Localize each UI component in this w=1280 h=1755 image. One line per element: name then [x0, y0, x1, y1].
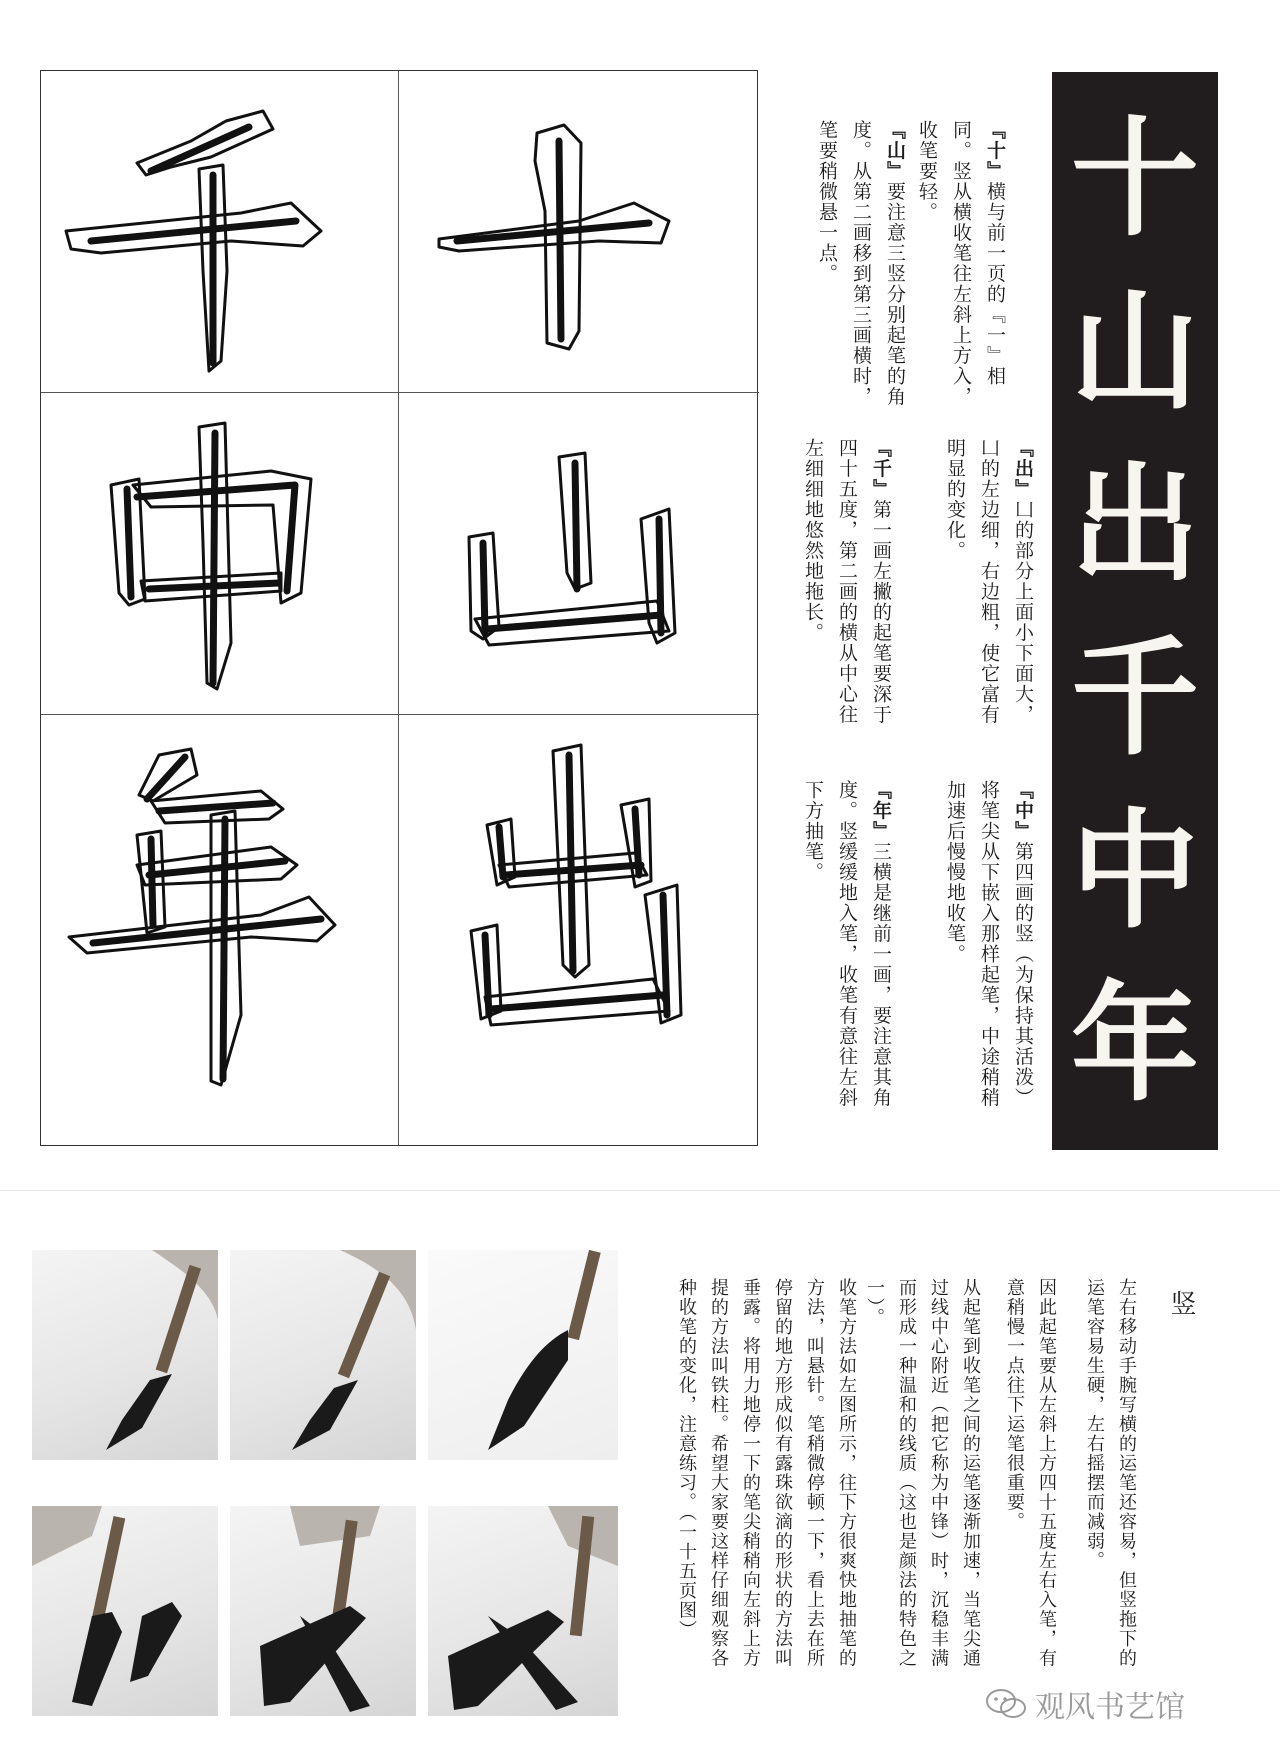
banner-char-6: 年 [1070, 968, 1199, 1119]
banner-char-3: 出 [1070, 449, 1199, 600]
section-paragraph-3 [866, 1278, 986, 1678]
glyph-zhong-outline [41, 393, 399, 715]
banner-char-2: 山 [1070, 276, 1199, 427]
note-zhong-text: 第四画的竖（为保持其活泼）将笔尖从下嵌入那样起笔，中途稍稍加速后慢慢地收笔。 [944, 780, 1034, 1108]
note-zhong: 『中』第四画的竖（为保持其活泼）将笔尖从下嵌入那样起笔，中途稍稍加速后慢慢地收笔。 [944, 780, 1034, 1108]
note-nian-key: 年 [870, 800, 892, 821]
grid-cell-nian [41, 715, 399, 1145]
note-chu-text: 凵的部分上面小下面大，凵的左边细，右边粗，使它富有明显的变化。 [944, 438, 1034, 725]
brush-photo-4 [32, 1506, 218, 1716]
watermark-text: 观风书艺馆 [1035, 1690, 1185, 1725]
banner-char-4: 千 [1070, 622, 1199, 773]
page-divider [0, 1190, 1280, 1191]
brush-stroke-icon [32, 1250, 218, 1460]
section-paragraph-2-text: 因此起笔要从左斜上方四十五度左右入笔，有意稍慢一点往下运笔很重要。 [1004, 1278, 1057, 1668]
brush-stroke-icon [230, 1250, 416, 1460]
grid-cell-shi [399, 71, 759, 393]
glyph-nian-outline [41, 715, 399, 1145]
note-shan: 『山』要注意三竖分别起笔的角度。从第二画移到第三画横时，笔要稍微悬一点。 [816, 120, 906, 407]
note-qian-text: 第一画左撇的起笔要深于四十五度，第二画的横从中心往左细细地悠然地拖长。 [802, 438, 892, 725]
grid-cell-zhong [41, 393, 399, 715]
brush-photo-2 [230, 1250, 416, 1460]
glyph-shan-outline [399, 393, 759, 715]
grid-cell-qian [41, 71, 399, 393]
note-shi-text: 横与前一页的『一』相同。竖从横收笔往左斜上方入，收笔要轻。 [916, 120, 1006, 407]
section-paragraph-3-text: 从起笔到收笔之间的运笔逐渐加速，当笔尖通过线中心附近（把它称为中锋）时，沉稳丰满而形成一种温和的线质（这也是颜法的特色之一）。 [864, 1278, 981, 1668]
note-shan-text: 要注意三竖分别起笔的角度。从第二画移到第三画横时，笔要稍微悬一点。 [816, 120, 906, 407]
note-qian-key: 千 [870, 458, 892, 479]
section-paragraph-4 [640, 1278, 862, 1678]
watermark [985, 1682, 1185, 1726]
brush-stroke-icon [428, 1506, 618, 1716]
brush-stroke-icon [428, 1250, 618, 1460]
grid-cell-shan [399, 393, 759, 715]
note-nian-text: 三横是继前一画，要注意其角度。竖缓缓地入笔，收笔有意往左斜下方抽笔。 [802, 780, 892, 1108]
note-shi-key: 十 [984, 140, 1006, 161]
title-banner [1052, 72, 1218, 1150]
section-paragraph-1-text: 左右移动手腕写横的运笔还容易，但竖拖下的运笔容易生硬，左右摇摆而减弱。 [1084, 1278, 1137, 1668]
note-qian: 『千』第一画左撇的起笔要深于四十五度，第二画的横从中心往左细细地悠然地拖长。 [802, 438, 892, 725]
glyph-chu-outline [399, 715, 759, 1145]
section-paragraph-2 [990, 1278, 1062, 1678]
brush-stroke-icon [32, 1506, 218, 1716]
note-shi: 『十』横与前一页的『一』相同。竖从横收笔往左斜上方入，收笔要轻。 [916, 120, 1006, 407]
banner-char-1: 十 [1070, 103, 1199, 254]
banner-char-5: 中 [1070, 795, 1199, 946]
brush-photo-6 [428, 1506, 618, 1716]
note-zhong-key: 中 [1012, 800, 1034, 821]
grid-cell-chu [399, 715, 759, 1145]
note-nian: 『年』三横是继前一画，要注意其角度。竖缓缓地入笔，收笔有意往左斜下方抽笔。 [802, 780, 892, 1108]
glyph-shi-outline [399, 71, 759, 393]
brush-stroke-icon [230, 1506, 416, 1716]
wechat-icon [985, 1687, 1027, 1721]
note-chu: 『出』凵的部分上面小下面大，凵的左边细，右边粗，使它富有明显的变化。 [944, 438, 1034, 725]
section-paragraph-4-text: 收笔方法如左图所示，往下方很爽快地抽笔的方法，叫悬针。笔稍微停顿一下，看上去在所停留的地方形成似有露珠欲滴的形状的方法叫垂露。将用力地停一下的笔尖稍稍向左斜上方提的方法叫铁柱。希望大家要这样仔细观察各种收笔的变化，注意练习。（一十五页图） [676, 1278, 857, 1668]
brush-photo-1 [32, 1250, 218, 1460]
note-shan-key: 山 [884, 140, 906, 161]
brush-photo-3 [428, 1250, 618, 1460]
glyph-qian-outline [41, 71, 399, 393]
section-heading: 竖 [1166, 1290, 1196, 1316]
brush-photo-5 [230, 1506, 416, 1716]
section-paragraph-1 [1062, 1278, 1142, 1678]
character-grid [40, 70, 758, 1146]
note-chu-key: 出 [1012, 458, 1034, 479]
